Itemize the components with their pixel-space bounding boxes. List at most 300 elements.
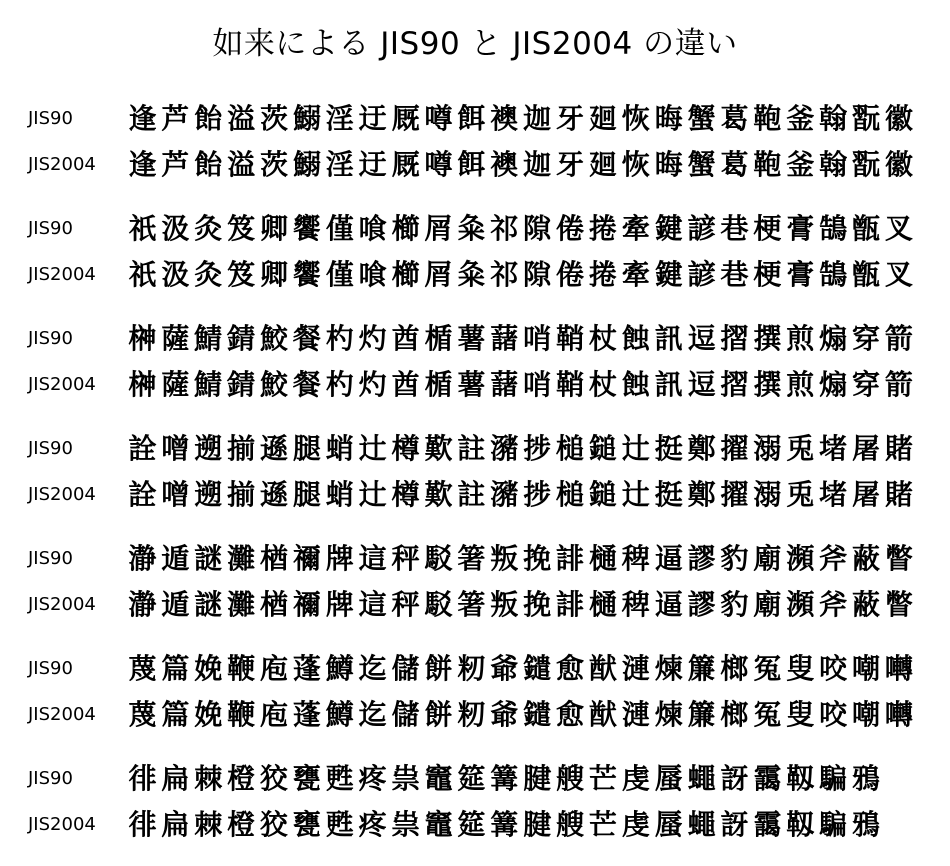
- glyph-row-jis2004: [0, 252, 950, 298]
- glyph-char: 徘: [128, 808, 157, 841]
- glyph-char: 煽: [819, 368, 848, 401]
- glyph-char: 屠: [852, 478, 881, 511]
- glyph-char: 蜃: [654, 762, 683, 795]
- glyph-char: 蔽: [852, 542, 881, 575]
- glyph-char: 蔽: [852, 588, 881, 621]
- glyph-row-jis2004: [0, 802, 950, 848]
- glyph-char: 訊: [654, 322, 683, 355]
- character-group: [0, 646, 950, 738]
- glyph-char: 篝: [490, 808, 519, 841]
- glyph-char: 辻: [621, 478, 650, 511]
- glyph-char: 鯖: [194, 322, 223, 355]
- glyph-list: [126, 142, 926, 188]
- glyph-char: 芒: [588, 808, 617, 841]
- glyph-char: 灼: [358, 368, 387, 401]
- character-group: [0, 536, 950, 628]
- row-label: JIS90: [28, 658, 73, 679]
- glyph-list: [126, 582, 926, 628]
- glyph-char: 虔: [621, 808, 650, 841]
- glyph-char: 蓬: [292, 652, 321, 685]
- glyph-char: 淫: [325, 148, 354, 181]
- glyph-char: 庖: [260, 652, 289, 685]
- glyph-char: 甑: [852, 258, 881, 291]
- glyph-char: 叛: [490, 542, 519, 575]
- glyph-char: 儲: [391, 652, 420, 685]
- page-title: 如来による JIS90 と JIS2004 の違い: [212, 26, 738, 62]
- glyph-char: 逗: [687, 368, 716, 401]
- glyph-char: 杖: [588, 368, 617, 401]
- glyph-char: 鵠: [819, 258, 848, 291]
- glyph-list: [126, 252, 926, 298]
- glyph-row-jis2004: [0, 692, 950, 738]
- glyph-char: 粂: [457, 258, 486, 291]
- glyph-char: 逢: [128, 102, 157, 135]
- glyph-char: 簾: [687, 698, 716, 731]
- glyph-char: 膏: [786, 258, 815, 291]
- glyph-char: 蓬: [292, 698, 321, 731]
- glyph-char: 蠅: [687, 762, 716, 795]
- glyph-char: 歎: [424, 478, 453, 511]
- glyph-char: 牙: [556, 102, 585, 135]
- glyph-char: 灘: [227, 588, 256, 621]
- glyph-row-jis2004: [0, 472, 950, 518]
- glyph-char: 鵠: [819, 212, 848, 245]
- row-label: JIS90: [28, 768, 73, 789]
- glyph-char: 釜: [786, 102, 815, 135]
- glyph-char: 鄭: [687, 478, 716, 511]
- glyph-char: 冤: [753, 652, 782, 685]
- glyph-char: 迦: [523, 102, 552, 135]
- glyph-char: 訝: [720, 808, 749, 841]
- glyph-char: 狡: [260, 808, 289, 841]
- glyph-char: 騙: [819, 762, 848, 795]
- glyph-char: 巷: [720, 258, 749, 291]
- glyph-char: 僅: [325, 212, 354, 245]
- glyph-char: 牽: [621, 212, 650, 245]
- glyph-char: 甑: [852, 212, 881, 245]
- glyph-char: 摺: [720, 368, 749, 401]
- glyph-char: 瀦: [490, 432, 519, 465]
- glyph-char: 厩: [391, 148, 420, 181]
- glyph-char: 汲: [161, 212, 190, 245]
- character-group: [0, 96, 950, 188]
- glyph-char: 禰: [292, 542, 321, 575]
- glyph-char: 蔑: [128, 698, 157, 731]
- glyph-char: 樋: [588, 542, 617, 575]
- glyph-char: 篇: [161, 652, 190, 685]
- glyph-char: 遁: [161, 588, 190, 621]
- glyph-char: 徘: [128, 762, 157, 795]
- glyph-char: 隙: [523, 212, 552, 245]
- glyph-char: 諺: [687, 212, 716, 245]
- glyph-char: 爺: [490, 698, 519, 731]
- glyph-char: 靱: [786, 762, 815, 795]
- glyph-char: 酋: [391, 368, 420, 401]
- glyph-char: 茨: [260, 102, 289, 135]
- glyph-char: 詮: [128, 432, 157, 465]
- glyph-char: 稗: [621, 542, 650, 575]
- glyph-char: 餌: [457, 148, 486, 181]
- glyph-char: 瀕: [786, 588, 815, 621]
- glyph-char: 籾: [457, 652, 486, 685]
- glyph-char: 猷: [588, 652, 617, 685]
- glyph-char: 捲: [588, 258, 617, 291]
- glyph-char: 迂: [358, 102, 387, 135]
- glyph-char: 煎: [786, 322, 815, 355]
- glyph-char: 謎: [194, 542, 223, 575]
- glyph-char: 穿: [852, 322, 881, 355]
- glyph-char: 鴉: [852, 808, 881, 841]
- row-label: JIS2004: [28, 154, 96, 175]
- glyph-char: 遁: [161, 542, 190, 575]
- glyph-char: 堵: [819, 478, 848, 511]
- glyph-char: 揃: [227, 478, 256, 511]
- glyph-char: 倦: [556, 212, 585, 245]
- glyph-list: [126, 646, 926, 692]
- glyph-char: 諺: [687, 258, 716, 291]
- glyph-char: 囀: [884, 698, 913, 731]
- glyph-char: 酋: [391, 322, 420, 355]
- glyph-char: 鮫: [260, 368, 289, 401]
- glyph-char: 儲: [391, 698, 420, 731]
- glyph-char: 榊: [128, 322, 157, 355]
- glyph-char: 扁: [161, 808, 190, 841]
- comparison-table: [0, 96, 950, 866]
- glyph-char: 槌: [556, 432, 585, 465]
- glyph-list: [126, 802, 926, 848]
- glyph-char: 榊: [128, 368, 157, 401]
- glyph-char: 灸: [194, 258, 223, 291]
- glyph-list: [126, 536, 926, 582]
- glyph-char: 訊: [654, 368, 683, 401]
- glyph-char: 辻: [621, 432, 650, 465]
- glyph-char: 艘: [556, 762, 585, 795]
- glyph-char: 秤: [391, 588, 420, 621]
- glyph-char: 詮: [128, 478, 157, 511]
- glyph-char: 鞘: [556, 368, 585, 401]
- glyph-char: 漣: [621, 698, 650, 731]
- glyph-char: 牙: [556, 148, 585, 181]
- glyph-char: 飴: [194, 102, 223, 135]
- glyph-char: 咬: [819, 698, 848, 731]
- glyph-char: 隙: [523, 258, 552, 291]
- glyph-char: 駁: [424, 588, 453, 621]
- glyph-char: 溺: [753, 478, 782, 511]
- glyph-char: 飴: [194, 148, 223, 181]
- glyph-char: 蜃: [654, 808, 683, 841]
- glyph-char: 甦: [325, 808, 354, 841]
- glyph-char: 靄: [753, 808, 782, 841]
- glyph-char: 叉: [884, 258, 913, 291]
- glyph-char: 餅: [424, 652, 453, 685]
- glyph-char: 橙: [227, 808, 256, 841]
- glyph-char: 叛: [490, 588, 519, 621]
- glyph-char: 斧: [819, 542, 848, 575]
- glyph-char: 恢: [621, 148, 650, 181]
- row-label: JIS2004: [28, 484, 96, 505]
- glyph-char: 廻: [588, 102, 617, 135]
- glyph-char: 薩: [161, 368, 190, 401]
- glyph-char: 笈: [227, 258, 256, 291]
- glyph-char: 芦: [161, 148, 190, 181]
- glyph-char: 襖: [490, 148, 519, 181]
- glyph-char: 穿: [852, 368, 881, 401]
- glyph-char: 逗: [687, 322, 716, 355]
- glyph-char: 鞄: [753, 102, 782, 135]
- glyph-char: 嘲: [852, 652, 881, 685]
- glyph-char: 蔑: [128, 652, 157, 685]
- glyph-char: 堵: [819, 432, 848, 465]
- glyph-char: 鞘: [556, 322, 585, 355]
- glyph-char: 腿: [292, 478, 321, 511]
- glyph-char: 瞥: [884, 542, 913, 575]
- glyph-char: 箸: [457, 542, 486, 575]
- glyph-char: 註: [457, 478, 486, 511]
- glyph-char: 牽: [621, 258, 650, 291]
- glyph-char: 愈: [556, 698, 585, 731]
- glyph-char: 叟: [786, 698, 815, 731]
- character-group: [0, 756, 950, 848]
- glyph-char: 襖: [490, 102, 519, 135]
- glyph-char: 卿: [260, 212, 289, 245]
- glyph-char: 猷: [588, 698, 617, 731]
- glyph-char: 疼: [358, 762, 387, 795]
- glyph-char: 撰: [753, 322, 782, 355]
- glyph-char: 迄: [358, 698, 387, 731]
- glyph-char: 哨: [523, 368, 552, 401]
- glyph-char: 鴉: [852, 762, 881, 795]
- glyph-char: 篇: [161, 698, 190, 731]
- glyph-char: 喰: [358, 258, 387, 291]
- glyph-char: 祇: [128, 258, 157, 291]
- glyph-char: 榔: [720, 698, 749, 731]
- glyph-char: 杓: [325, 322, 354, 355]
- glyph-char: 迂: [358, 148, 387, 181]
- glyph-list: [126, 692, 926, 738]
- glyph-char: 鞭: [227, 652, 256, 685]
- glyph-char: 汲: [161, 258, 190, 291]
- glyph-char: 梗: [753, 258, 782, 291]
- glyph-char: 樽: [391, 432, 420, 465]
- glyph-char: 徽: [884, 148, 913, 181]
- row-label: JIS90: [28, 218, 73, 239]
- glyph-char: 薩: [161, 322, 190, 355]
- glyph-char: 溺: [753, 432, 782, 465]
- glyph-char: 鞭: [227, 698, 256, 731]
- glyph-char: 翫: [852, 102, 881, 135]
- glyph-char: 僅: [325, 258, 354, 291]
- glyph-row-jis90: [0, 316, 950, 362]
- glyph-char: 榔: [720, 652, 749, 685]
- glyph-char: 這: [358, 542, 387, 575]
- glyph-char: 虔: [621, 762, 650, 795]
- glyph-char: 煉: [654, 698, 683, 731]
- glyph-char: 樽: [391, 478, 420, 511]
- glyph-char: 噌: [161, 432, 190, 465]
- glyph-char: 稗: [621, 588, 650, 621]
- glyph-char: 蟹: [687, 102, 716, 135]
- glyph-char: 謬: [687, 588, 716, 621]
- glyph-char: 騙: [819, 808, 848, 841]
- glyph-char: 竈: [424, 808, 453, 841]
- glyph-char: 甦: [325, 762, 354, 795]
- glyph-char: 錆: [227, 322, 256, 355]
- glyph-row-jis90: [0, 206, 950, 252]
- glyph-char: 這: [358, 588, 387, 621]
- glyph-char: 迦: [523, 148, 552, 181]
- glyph-char: 謎: [194, 588, 223, 621]
- glyph-char: 哨: [523, 322, 552, 355]
- glyph-char: 饗: [292, 258, 321, 291]
- glyph-char: 靄: [753, 762, 782, 795]
- glyph-char: 饗: [292, 212, 321, 245]
- glyph-char: 卿: [260, 258, 289, 291]
- glyph-char: 楢: [260, 542, 289, 575]
- glyph-char: 捗: [523, 432, 552, 465]
- glyph-char: 叉: [884, 212, 913, 245]
- glyph-char: 祁: [490, 212, 519, 245]
- glyph-char: 腿: [292, 432, 321, 465]
- row-label: JIS90: [28, 548, 73, 569]
- glyph-char: 鎚: [588, 432, 617, 465]
- glyph-char: 扁: [161, 762, 190, 795]
- glyph-char: 娩: [194, 698, 223, 731]
- glyph-char: 屑: [424, 258, 453, 291]
- glyph-char: 橙: [227, 762, 256, 795]
- glyph-char: 賭: [884, 478, 913, 511]
- glyph-char: 鰯: [292, 148, 321, 181]
- glyph-char: 煉: [654, 652, 683, 685]
- glyph-char: 倦: [556, 258, 585, 291]
- glyph-char: 箭: [884, 322, 913, 355]
- glyph-char: 晦: [654, 102, 683, 135]
- glyph-row-jis90: [0, 426, 950, 472]
- glyph-list: [126, 362, 926, 408]
- glyph-char: 噂: [424, 102, 453, 135]
- glyph-char: 甕: [292, 808, 321, 841]
- row-label: JIS90: [28, 328, 73, 349]
- glyph-char: 誹: [556, 542, 585, 575]
- glyph-char: 餐: [292, 322, 321, 355]
- glyph-char: 遡: [194, 432, 223, 465]
- glyph-char: 庖: [260, 698, 289, 731]
- glyph-char: 揃: [227, 432, 256, 465]
- row-label: JIS90: [28, 108, 73, 129]
- glyph-char: 棘: [194, 762, 223, 795]
- glyph-char: 廻: [588, 148, 617, 181]
- glyph-char: 棘: [194, 808, 223, 841]
- glyph-char: 藷: [490, 322, 519, 355]
- glyph-char: 廟: [753, 588, 782, 621]
- glyph-char: 秤: [391, 542, 420, 575]
- glyph-char: 翰: [819, 102, 848, 135]
- glyph-char: 豹: [720, 542, 749, 575]
- glyph-row-jis2004: [0, 582, 950, 628]
- glyph-char: 楯: [424, 322, 453, 355]
- glyph-char: 噂: [424, 148, 453, 181]
- glyph-char: 蝕: [621, 322, 650, 355]
- glyph-char: 薯: [457, 368, 486, 401]
- glyph-char: 篝: [490, 762, 519, 795]
- glyph-list: [126, 96, 926, 142]
- glyph-char: 挽: [523, 588, 552, 621]
- glyph-char: 餐: [292, 368, 321, 401]
- glyph-char: 鑓: [523, 698, 552, 731]
- glyph-char: 嘲: [852, 698, 881, 731]
- glyph-char: 楢: [260, 588, 289, 621]
- glyph-char: 漣: [621, 652, 650, 685]
- glyph-char: 疼: [358, 808, 387, 841]
- glyph-row-jis2004: [0, 142, 950, 188]
- glyph-char: 鰯: [292, 102, 321, 135]
- glyph-char: 楯: [424, 368, 453, 401]
- glyph-char: 餅: [424, 698, 453, 731]
- glyph-char: 祟: [391, 762, 420, 795]
- glyph-char: 摺: [720, 322, 749, 355]
- glyph-char: 餌: [457, 102, 486, 135]
- glyph-char: 腱: [523, 808, 552, 841]
- glyph-row-jis90: [0, 756, 950, 802]
- glyph-char: 鍵: [654, 212, 683, 245]
- glyph-char: 蠅: [687, 808, 716, 841]
- glyph-char: 牌: [325, 542, 354, 575]
- glyph-char: 瞥: [884, 588, 913, 621]
- glyph-char: 禰: [292, 588, 321, 621]
- glyph-char: 徽: [884, 102, 913, 135]
- glyph-char: 薯: [457, 322, 486, 355]
- glyph-char: 灘: [227, 542, 256, 575]
- glyph-char: 翰: [819, 148, 848, 181]
- glyph-char: 鑓: [523, 652, 552, 685]
- glyph-char: 屑: [424, 212, 453, 245]
- glyph-char: 葛: [720, 148, 749, 181]
- glyph-char: 擢: [720, 432, 749, 465]
- glyph-char: 晦: [654, 148, 683, 181]
- glyph-char: 愈: [556, 652, 585, 685]
- row-label: JIS2004: [28, 264, 96, 285]
- glyph-char: 灸: [194, 212, 223, 245]
- glyph-char: 牌: [325, 588, 354, 621]
- glyph-char: 甕: [292, 762, 321, 795]
- glyph-char: 槌: [556, 478, 585, 511]
- glyph-char: 撰: [753, 368, 782, 401]
- glyph-char: 捗: [523, 478, 552, 511]
- glyph-char: 鯖: [194, 368, 223, 401]
- glyph-char: 瀞: [128, 542, 157, 575]
- glyph-char: 溢: [227, 102, 256, 135]
- row-label: JIS2004: [28, 814, 96, 835]
- glyph-char: 粂: [457, 212, 486, 245]
- glyph-row-jis90: [0, 96, 950, 142]
- glyph-char: 狡: [260, 762, 289, 795]
- glyph-char: 筵: [457, 762, 486, 795]
- glyph-char: 葛: [720, 102, 749, 135]
- glyph-row-jis90: [0, 646, 950, 692]
- glyph-char: 藷: [490, 368, 519, 401]
- glyph-char: 廟: [753, 542, 782, 575]
- glyph-char: 歎: [424, 432, 453, 465]
- character-group: [0, 426, 950, 518]
- glyph-char: 遜: [260, 478, 289, 511]
- glyph-char: 屠: [852, 432, 881, 465]
- character-group: [0, 206, 950, 298]
- glyph-char: 娩: [194, 652, 223, 685]
- glyph-char: 逼: [654, 542, 683, 575]
- glyph-char: 芒: [588, 762, 617, 795]
- glyph-char: 鍵: [654, 258, 683, 291]
- glyph-row-jis90: [0, 536, 950, 582]
- glyph-char: 蝕: [621, 368, 650, 401]
